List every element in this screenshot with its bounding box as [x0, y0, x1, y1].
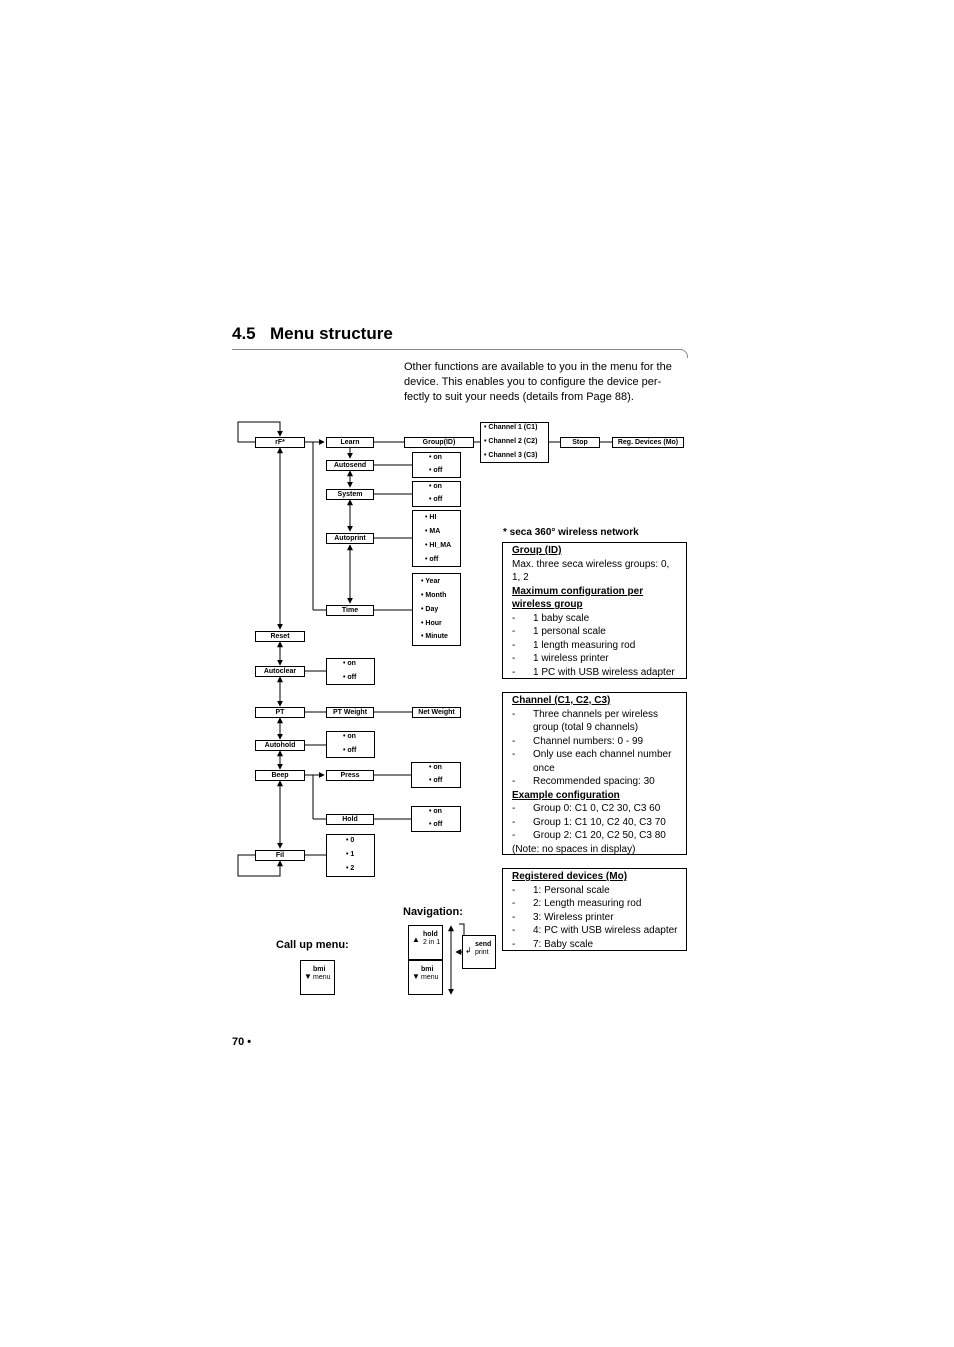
option-item: • Day	[421, 606, 439, 613]
list-item: - 3: Wireless printer	[512, 911, 614, 923]
key-sublabel: menu	[313, 974, 331, 981]
list-item: - 1 personal scale	[512, 626, 606, 637]
panel-title: Group (ID)	[512, 545, 562, 556]
panel-title: Channel (C1, C2, C3)	[512, 695, 611, 706]
panel-subtitle: wireless group	[512, 599, 583, 610]
send-print-key[interactable]	[462, 935, 496, 969]
callup-menu-label: Call up menu:	[276, 939, 349, 951]
system-options	[412, 481, 461, 507]
option-item: • Channel 2 (C2)	[484, 438, 538, 445]
menu-autoclear: Autoclear	[255, 666, 305, 677]
panel-subtitle: Example configuration	[512, 789, 620, 801]
menu-autoprint: Autoprint	[326, 533, 374, 544]
panel-text: Max. three seca wireless groups: 0,	[512, 558, 670, 570]
triangle-down-icon: ▼	[304, 972, 312, 981]
option-item: • off	[429, 467, 443, 474]
menu-hold: Hold	[326, 814, 374, 825]
option-item: • Channel 3 (C3)	[484, 452, 538, 459]
list-item: - 1 PC with USB wireless adapter	[512, 666, 675, 678]
list-item: - Group 2: C1 20, C2 50, C3 80	[512, 830, 666, 841]
menu-stop: Stop	[560, 437, 600, 448]
menu-rf: rF*	[255, 437, 305, 448]
section-number: 4.5	[232, 324, 256, 343]
menu-reg-devices: Reg. Devices (Mo)	[612, 437, 684, 448]
triangle-down-icon: ▼	[412, 972, 420, 981]
option-item: • on	[429, 764, 442, 771]
option-item: • on	[429, 483, 442, 490]
menu-learn: Learn	[326, 437, 374, 448]
group-id-panel	[502, 542, 687, 679]
option-item: • on	[343, 660, 356, 667]
option-item: • Channel 1 (C1)	[484, 424, 538, 431]
time-options	[412, 573, 461, 646]
bmi-menu-key[interactable]	[300, 960, 335, 995]
panel-title: Registered devices (Mo)	[512, 871, 628, 882]
option-item: • 0	[346, 837, 355, 844]
option-item: • Hour	[421, 620, 442, 627]
list-item: - 1 wireless printer	[512, 653, 609, 664]
menu-autosend: Autosend	[326, 460, 374, 471]
intro-line: device. This enables you to configure the device per-	[404, 376, 662, 388]
option-item: • 2	[346, 865, 355, 872]
autohold-options	[326, 731, 375, 758]
option-item: • Year	[421, 578, 441, 585]
option-item: • HI_MA	[425, 542, 452, 549]
autosend-options	[412, 452, 461, 478]
panel-text: 1, 2	[512, 572, 529, 583]
menu-press: Press	[326, 770, 374, 781]
triangle-up-icon: ▲	[412, 935, 420, 944]
option-item: • off	[429, 496, 443, 503]
menu-beep: Beep	[255, 770, 305, 781]
key-label: hold	[423, 931, 438, 938]
option-item: • HI	[425, 514, 437, 521]
channel-panel	[502, 692, 687, 855]
list-item: - 7: Baby scale	[512, 938, 594, 950]
press-options	[411, 762, 461, 788]
menu-pt: PT	[255, 707, 305, 718]
menu-pt-weight: PT Weight	[326, 707, 374, 718]
option-item: • Month	[421, 592, 447, 599]
return-arrow-icon: ↲	[465, 946, 472, 955]
option-item: • Minute	[421, 633, 448, 640]
option-item: • 1	[346, 851, 355, 858]
navigation-label: Navigation:	[403, 906, 463, 918]
option-item: • on	[429, 454, 442, 461]
bmi-menu-nav-key[interactable]	[408, 960, 443, 995]
list-item: - Recommended spacing: 30	[512, 776, 655, 787]
menu-autohold: Autohold	[255, 740, 305, 751]
key-sublabel: 2 in 1	[423, 939, 441, 946]
panel-note: (Note: no spaces in display)	[512, 843, 636, 855]
key-label: bmi	[421, 966, 434, 973]
option-item: • off	[343, 674, 357, 681]
intro-line: fectly to suit your needs (details from Page 88).	[404, 391, 634, 403]
menu-reset: Reset	[255, 631, 305, 642]
list-item: - Only use each channel number once	[512, 749, 672, 774]
panel-subtitle: Maximum configuration per	[512, 585, 644, 597]
list-item: - Group 1: C1 10, C2 40, C3 70	[512, 816, 666, 828]
option-item: • off	[425, 556, 439, 563]
menu-system: System	[326, 489, 374, 500]
list-item: - 4: PC with USB wireless adapter	[512, 925, 678, 936]
list-item: - Channel numbers: 0 - 99	[512, 735, 644, 747]
menu-group-id: Group(ID)	[404, 437, 474, 448]
menu-fil: Fil	[255, 850, 305, 861]
option-item: • off	[429, 821, 443, 828]
option-item: • off	[429, 777, 443, 784]
option-item: • MA	[425, 528, 441, 535]
list-item: - Three channels per wireless group (total 9 channels)	[512, 708, 659, 733]
option-item: • on	[429, 808, 442, 815]
autoprint-options	[412, 510, 461, 567]
channel-options	[480, 422, 549, 463]
key-sublabel: menu	[421, 974, 439, 981]
list-item: - 1: Personal scale	[512, 884, 610, 896]
key-label: send	[475, 941, 492, 948]
list-item: - Group 0: C1 0, C2 30, C3 60	[512, 803, 661, 814]
page-number: 70 •	[232, 1036, 252, 1048]
autoclear-options	[326, 658, 375, 685]
hold-key[interactable]	[408, 925, 443, 960]
menu-net-weight: Net Weight	[412, 707, 461, 718]
option-item: • on	[343, 733, 356, 740]
list-item: - 1 length measuring rod	[512, 639, 636, 651]
intro-line: Other functions are available to you in the menu for the	[404, 361, 672, 373]
list-item: - 1 baby scale	[512, 612, 590, 624]
hold-options	[411, 806, 461, 832]
option-item: • off	[343, 747, 357, 754]
fil-options	[326, 834, 375, 877]
section-title: Menu structure	[270, 324, 393, 343]
menu-time: Time	[326, 605, 374, 616]
list-item: - 2: Length measuring rod	[512, 898, 642, 909]
key-label: bmi	[313, 966, 326, 973]
key-sublabel: print	[475, 949, 489, 956]
footnote: * seca 360° wireless network	[503, 527, 639, 538]
registered-devices-panel	[502, 868, 687, 951]
